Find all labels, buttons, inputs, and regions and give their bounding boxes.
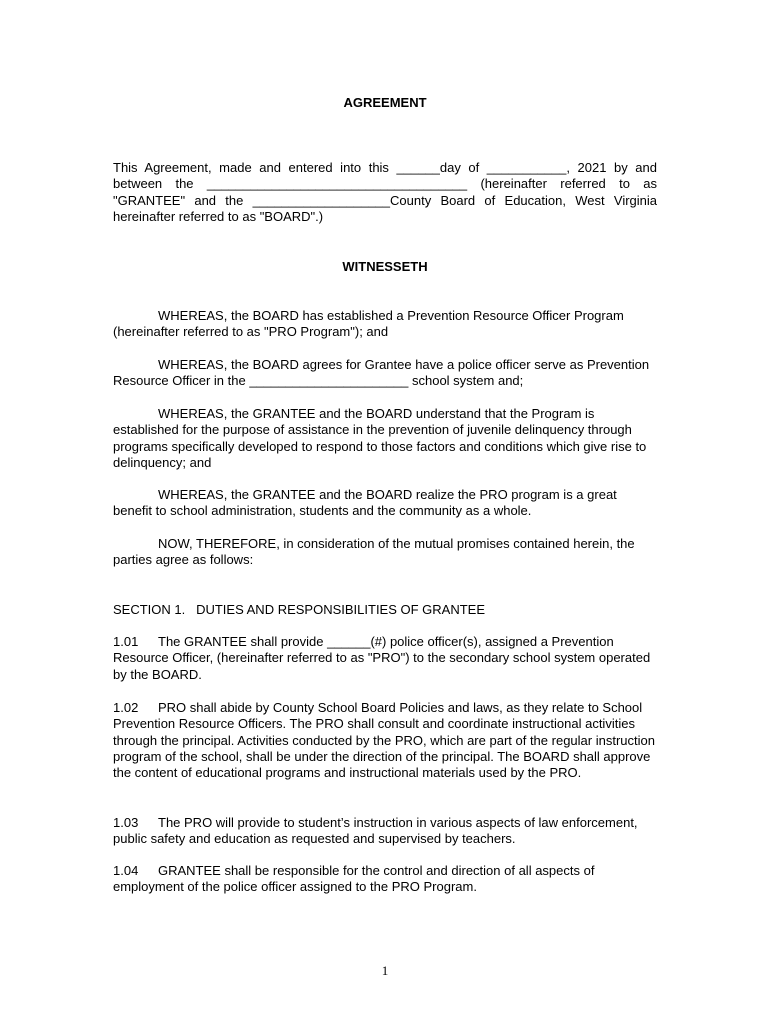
now-therefore-paragraph xyxy=(113,536,657,569)
whereas-text: WHEREAS, the BOARD agrees for Grantee have a police officer serve as Prevention Resource Officer in the ______________________ school system and; xyxy=(113,357,650,389)
clause-1-01 xyxy=(113,634,657,683)
intro-line: hereinafter referred to as "BOARD".) xyxy=(113,208,324,224)
page-number: 1 xyxy=(381,963,389,978)
clause-text: PRO shall abide by County School Board Policies and laws, as they relate to School Prevention Resource Officers. The PRO shall consult and coordinate instructional activities through the principal. Activities conducted by the PRO, which are part of the regular instruction program of the school, shall be under the direction of the principal. The BOARD shall approve the content of educational programs and instructional materials used by the PRO. xyxy=(113,700,655,781)
intro-line: "GRANTEE" and the ___________________County Board of Education, West Virginia xyxy=(113,192,657,208)
clause-number: 1.04 xyxy=(113,863,139,878)
clause-text: GRANTEE shall be responsible for the control and direction of all aspects of employment of the police officer assigned to the PRO Program. xyxy=(113,863,595,895)
whereas-paragraph-3 xyxy=(113,406,657,471)
clause-1-04 xyxy=(113,863,657,896)
intro-line: between the ____________________________________ (hereinafter referred to as xyxy=(113,176,657,192)
whereas-text: WHEREAS, the GRANTEE and the BOARD understand that the Program is established for the purpose of assistance in the prevention of juvenile delinquency through programs specifically developed to respond to those factors and conditions which give rise to delinquency; and xyxy=(113,406,647,470)
whereas-paragraph-1 xyxy=(113,308,657,341)
intro-paragraph xyxy=(113,160,657,225)
whereas-text: WHEREAS, the GRANTEE and the BOARD realize the PRO program is a great benefit to school administration, students and the community as a whole. xyxy=(113,487,617,519)
witnesseth-heading: WITNESSETH xyxy=(342,259,428,274)
now-therefore-text: NOW, THEREFORE, in consideration of the mutual promises contained herein, the parties agree as follows: xyxy=(113,536,635,568)
clause-number: 1.02 xyxy=(113,700,139,715)
clause-text: The GRANTEE shall provide ______(#) police officer(s), assigned a Prevention Resource Officer, (hereinafter referred to as "PRO") to the secondary school system operated by the BOARD. xyxy=(113,634,651,682)
clause-text: The PRO will provide to student’s instruction in various aspects of law enforcement, public safety and education as requested and supervised by teachers. xyxy=(113,815,638,847)
clause-1-03 xyxy=(113,815,657,848)
section-heading: SECTION 1. DUTIES AND RESPONSIBILITIES OF GRANTEE xyxy=(113,602,486,617)
clause-number: 1.03 xyxy=(113,815,139,830)
intro-line: This Agreement, made and entered into this ______day of ___________, 2021 by and xyxy=(113,160,657,175)
whereas-paragraph-4 xyxy=(113,487,657,520)
clause-number: 1.01 xyxy=(113,634,139,649)
whereas-paragraph-2 xyxy=(113,357,657,390)
clause-1-02 xyxy=(113,700,657,781)
document-title: AGREEMENT xyxy=(343,95,427,110)
whereas-text: WHEREAS, the BOARD has established a Prevention Resource Officer Program (hereinafter referred to as "PRO Program"); and xyxy=(113,308,624,340)
